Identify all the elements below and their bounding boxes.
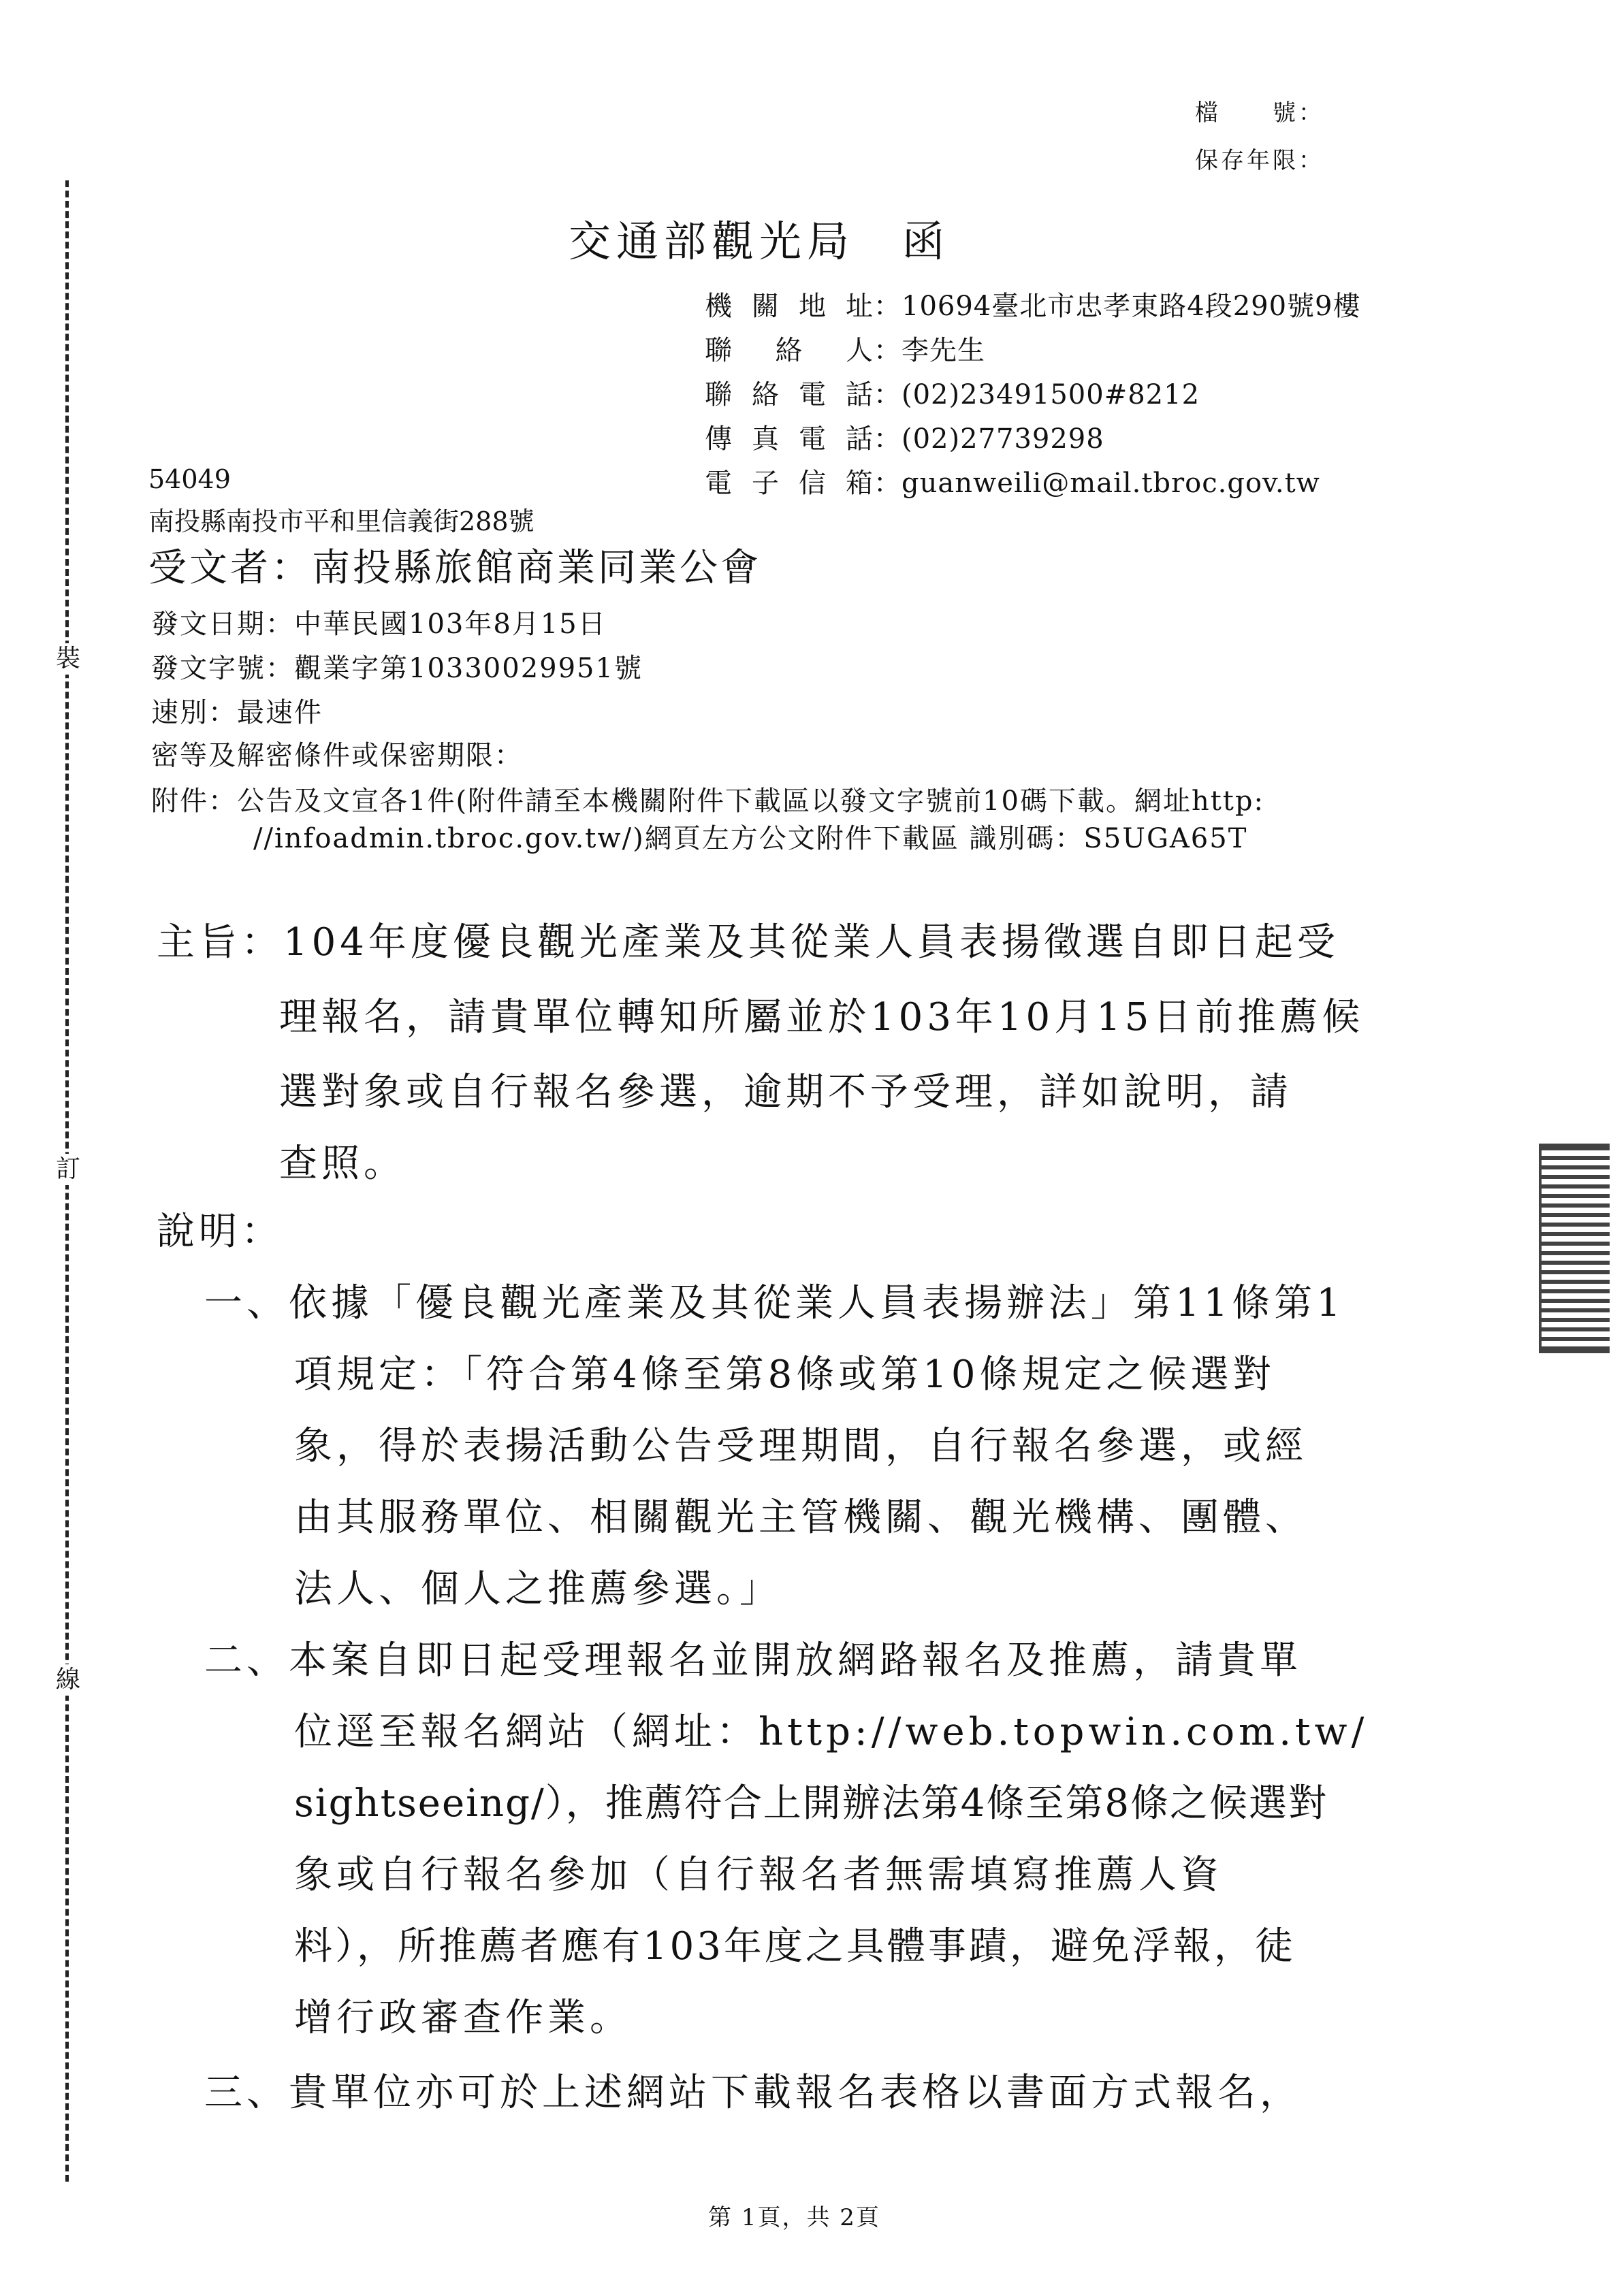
binding-mark-ding: 訂 [54,1154,82,1185]
sender-phone-value: (02)23491500#8212 [902,379,1200,410]
explanation-line: sightseeing/），推薦符合上開辦法第4條至第8條之候選對 [294,1781,1328,1826]
explanation-line: 一、依據「優良觀光產業及其從業人員表揚辦法」第11條第1 [204,1281,1345,1325]
sender-address-label: 機關地址 [705,291,874,322]
explanation-line: 二、本案自即日起受理報名並開放網路報名及推薦，請貴單 [204,1638,1302,1683]
explanation-line: 由其服務單位、相關觀光主管機關、觀光機構、團體、 [294,1495,1307,1540]
subject-line: 查照。 [279,1142,406,1186]
seal-stamp-fragment [1539,1144,1610,1353]
sender-address-value: 10694臺北市忠孝東路4段290號9樓 [902,291,1361,322]
explanation-line: 位逕至報名網站（網址：http://web.topwin.com.tw/ [294,1710,1369,1754]
subject-line: 選對象或自行報名參選，逾期不予受理，詳如說明，請 [279,1070,1292,1114]
issue-number: 發文字號：觀業字第10330029951號 [151,653,643,684]
file-number-label: 檔 號： [1195,99,1324,127]
explanation-line: 增行政審查作業。 [294,1996,632,2040]
binding-mark-xian: 線 [54,1664,82,1696]
sender-email-label: 電子信箱 [705,468,874,499]
recipient-address: 南投縣南投市平和里信義街288號 [148,506,535,536]
sender-email-value: guanweili@mail.tbroc.gov.tw [902,468,1320,499]
binding-mark-zhuang: 裝 [54,643,82,675]
subject-line: 理報名，請貴單位轉知所屬並於103年10月15日前推薦候 [279,995,1365,1039]
sender-fax: 傳真電話：(02)27739298 [705,417,1104,456]
explanation-line: 項規定：「符合第4條至第8條或第10條規定之候選對 [294,1353,1275,1397]
explanation-line: 法人、個人之推薦參選。」 [294,1567,782,1611]
explanation-line: 象，得於表揚活動公告受理期間，自行報名參選，或經 [294,1424,1307,1468]
sender-contact-label: 聯絡人 [705,335,874,366]
sender-fax-label: 傳真電話 [705,423,874,455]
speed-class: 速別：最速件 [151,697,323,728]
subject-line: 主旨：104年度優良觀光產業及其從業人員表揚徵選自即日起受 [157,920,1339,965]
explanation-heading: 說明： [157,1210,283,1254]
secrecy-level: 密等及解密條件或保密期限： [151,740,523,771]
issue-date: 發文日期：中華民國103年8月15日 [151,609,607,640]
sender-address: 機關地址：10694臺北市忠孝東路4段290號9樓 [705,285,1361,323]
sender-email: 電子信箱：guanweili@mail.tbroc.gov.tw [705,462,1320,500]
retention-label: 保存年限： [1195,147,1324,174]
page-number: 第 1頁，共 2頁 [708,2204,880,2231]
recipient-postal-code: 54049 [148,464,231,494]
explanation-line: 三、貴單位亦可於上述網站下載報名表格以書面方式報名， [204,2071,1302,2115]
sender-phone-label: 聯絡電話 [705,379,874,410]
sender-contact: 聯絡人：李先生 [705,329,985,368]
attachment-line-2: //infoadmin.tbroc.gov.tw/)網頁左方公文附件下載區 識別碼：S5UGA65T [253,823,1248,854]
sender-fax-value: (02)27739298 [902,423,1104,455]
attachment-line-1: 附件：公告及文宣各1件(附件請至本機關附件下載區以發文字號前10碼下載。網址http: [151,786,1264,817]
sender-phone: 聯絡電話：(02)23491500#8212 [705,373,1200,412]
explanation-line: 料），所推薦者應有103年度之具體事蹟，避免浮報，徒 [294,1924,1296,1969]
recipient-name: 受文者：南投縣旅館商業同業公會 [148,546,761,590]
document-title: 交通部觀光局 函 [569,216,951,266]
sender-contact-value: 李先生 [902,335,985,366]
explanation-line: 象或自行報名參加（自行報名者無需填寫推薦人資 [294,1853,1223,1897]
